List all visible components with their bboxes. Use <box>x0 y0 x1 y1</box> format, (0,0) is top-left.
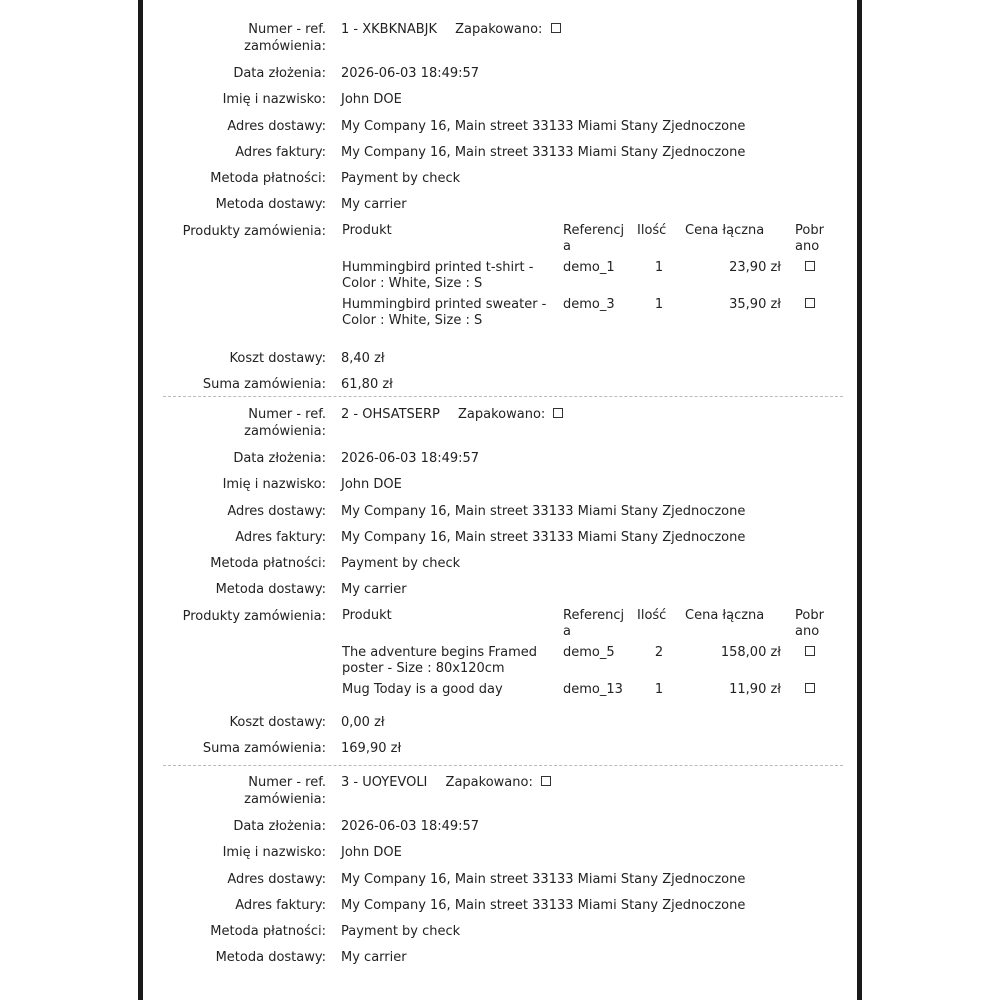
order-total-label: Suma zamówienia: <box>202 377 326 393</box>
date-label: Data złożenia: <box>233 451 326 466</box>
order-block <box>163 406 843 766</box>
products-label: Produkty zamówienia: <box>182 223 326 239</box>
delivery-address-label: Adres dostawy: <box>227 118 326 134</box>
name-value: John DOE <box>341 845 402 861</box>
order-total-row <box>163 740 843 766</box>
delivery-address-row <box>163 503 843 529</box>
order-ref-value-group <box>341 774 551 791</box>
product-reference: demo_3 <box>563 296 615 312</box>
shipping-method-row <box>163 581 843 607</box>
shipping-cost-label: Koszt dostawy: <box>229 714 326 730</box>
header-reference: Referencja <box>563 222 625 255</box>
delivery-address-value: My Company 16, Main street 33133 Miami Stany Zjednoczone <box>341 871 746 887</box>
delivery-address-row <box>163 118 843 144</box>
product-price: 23,90 zł <box>729 259 781 275</box>
page-border-right <box>857 0 862 1000</box>
packed-label: Zapakowano: <box>455 22 543 37</box>
delivery-address-label: Adres dostawy: <box>227 503 326 519</box>
shipping-method-row <box>163 949 843 975</box>
name-row <box>163 476 843 502</box>
order-total-value: 169,90 zł <box>341 741 402 757</box>
shipping-method-row <box>163 196 843 222</box>
delivery-address-label: Adres dostawy: <box>227 871 326 887</box>
header-total-price: Cena łączna <box>685 222 765 238</box>
invoice-address-label: Adres faktury: <box>235 144 326 160</box>
packed-label: Zapakowano: <box>445 775 533 790</box>
picked-checkbox[interactable] <box>805 261 815 271</box>
order-block <box>163 774 843 976</box>
header-quantity: Ilość <box>637 607 667 623</box>
product-reference: demo_1 <box>563 259 615 275</box>
delivery-address-row <box>163 871 843 897</box>
order-ref-label: Numer - ref. zamówienia: <box>244 22 326 54</box>
delivery-address-value: My Company 16, Main street 33133 Miami Stany Zjednoczone <box>341 118 746 134</box>
order-ref-row <box>163 406 843 450</box>
product-name: Hummingbird printed t-shirt - Color : White, Size : S <box>342 259 534 292</box>
shipping-method-label: Metoda dostawy: <box>215 197 326 213</box>
header-product: Produkt <box>342 607 392 623</box>
packed-checkbox[interactable] <box>551 23 561 33</box>
invoice-address-value: My Company 16, Main street 33133 Miami Stany Zjednoczone <box>341 144 746 160</box>
invoice-address-label: Adres faktury: <box>235 897 326 913</box>
packed-label: Zapakowano: <box>458 407 546 422</box>
invoice-address-row <box>163 897 843 923</box>
payment-method-label: Metoda płatności: <box>210 924 326 940</box>
product-quantity: 1 <box>654 259 664 275</box>
order-ref-value: 3 - UOYEVOLI <box>341 775 428 790</box>
header-reference: Referencja <box>563 607 625 640</box>
product-name: Hummingbird printed sweater - Color : White, Size : S <box>342 296 547 329</box>
product-name: Mug Today is a good day <box>342 681 503 697</box>
packed-checkbox[interactable] <box>541 776 551 786</box>
picked-checkbox[interactable] <box>805 298 815 308</box>
order-ref-label: Numer - ref. zamówienia: <box>244 775 326 807</box>
order-separator <box>163 765 843 766</box>
shipping-method-value: My carrier <box>341 197 407 213</box>
date-row <box>163 450 843 476</box>
picked-checkbox[interactable] <box>805 646 815 656</box>
payment-method-value: Payment by check <box>341 924 461 940</box>
products-header-row <box>340 223 829 260</box>
invoice-address-label: Adres faktury: <box>235 529 326 545</box>
table-row <box>340 260 829 297</box>
name-label: Imię i nazwisko: <box>222 92 326 108</box>
products-table <box>340 608 829 703</box>
order-ref-value: 2 - OHSATSERP <box>341 407 440 422</box>
product-reference: demo_13 <box>563 681 623 697</box>
date-label: Data złożenia: <box>233 66 326 81</box>
products-label: Produkty zamówienia: <box>182 608 326 624</box>
packed-checkbox[interactable] <box>553 408 563 418</box>
name-row <box>163 844 843 870</box>
invoice-address-value: My Company 16, Main street 33133 Miami Stany Zjednoczone <box>341 897 746 913</box>
date-value: 2026-06-03 18:49:57 <box>341 819 480 834</box>
payment-method-value: Payment by check <box>341 556 461 572</box>
products-row <box>163 608 843 714</box>
order-block <box>163 21 843 402</box>
order-total-value: 61,80 zł <box>341 377 393 393</box>
header-product: Produkt <box>342 222 392 238</box>
product-quantity: 1 <box>654 296 664 312</box>
payment-method-row <box>163 923 843 949</box>
products-header-row <box>340 608 829 645</box>
product-price: 35,90 zł <box>729 296 781 312</box>
invoice-address-value: My Company 16, Main street 33133 Miami Stany Zjednoczone <box>341 529 746 545</box>
order-ref-label: Numer - ref. zamówienia: <box>244 407 326 439</box>
product-quantity: 1 <box>654 681 664 697</box>
shipping-cost-value: 0,00 zł <box>341 714 385 730</box>
table-row <box>340 682 829 703</box>
shipping-cost-value: 8,40 zł <box>341 350 385 366</box>
header-quantity: Ilość <box>637 222 667 238</box>
invoice-address-row <box>163 529 843 555</box>
shipping-method-label: Metoda dostawy: <box>215 582 326 598</box>
shipping-cost-row <box>163 714 843 740</box>
header-total-price: Cena łączna <box>685 607 765 623</box>
date-label: Data złożenia: <box>233 819 326 834</box>
date-value: 2026-06-03 18:49:57 <box>341 66 480 81</box>
invoice-address-row <box>163 144 843 170</box>
table-row <box>340 645 829 682</box>
shipping-cost-label: Koszt dostawy: <box>229 350 326 366</box>
picked-checkbox[interactable] <box>805 683 815 693</box>
name-row <box>163 91 843 117</box>
table-row <box>340 297 829 334</box>
name-value: John DOE <box>341 92 402 108</box>
shipping-method-value: My carrier <box>341 582 407 598</box>
shipping-method-value: My carrier <box>341 950 407 966</box>
delivery-address-value: My Company 16, Main street 33133 Miami Stany Zjednoczone <box>341 503 746 519</box>
products-row <box>163 223 843 350</box>
date-value: 2026-06-03 18:49:57 <box>341 451 480 466</box>
name-label: Imię i nazwisko: <box>222 477 326 493</box>
payment-method-row <box>163 555 843 581</box>
date-row <box>163 818 843 844</box>
order-ref-value: 1 - XKBKNABJK <box>341 22 437 37</box>
shipping-method-label: Metoda dostawy: <box>215 950 326 966</box>
order-ref-value-group <box>341 21 561 38</box>
order-ref-value-group <box>341 406 563 423</box>
product-quantity: 2 <box>654 644 664 660</box>
product-price: 11,90 zł <box>729 681 781 697</box>
order-total-label: Suma zamówienia: <box>202 741 326 757</box>
payment-method-value: Payment by check <box>341 171 461 187</box>
order-separator <box>163 396 843 397</box>
product-price: 158,00 zł <box>720 644 781 660</box>
product-reference: demo_5 <box>563 644 615 660</box>
date-row <box>163 65 843 91</box>
order-ref-row <box>163 774 843 818</box>
payment-method-label: Metoda płatności: <box>210 556 326 572</box>
header-picked: Pobrano <box>795 222 824 255</box>
payment-method-label: Metoda płatności: <box>210 171 326 187</box>
order-ref-row <box>163 21 843 65</box>
payment-method-row <box>163 170 843 196</box>
shipping-cost-row <box>163 350 843 376</box>
page-border-left <box>138 0 143 1000</box>
product-name: The adventure begins Framed poster - Size : 80x120cm <box>342 644 537 677</box>
order-total-row <box>163 376 843 402</box>
products-table <box>340 223 829 334</box>
header-picked: Pobrano <box>795 607 824 640</box>
name-value: John DOE <box>341 477 402 493</box>
name-label: Imię i nazwisko: <box>222 845 326 861</box>
